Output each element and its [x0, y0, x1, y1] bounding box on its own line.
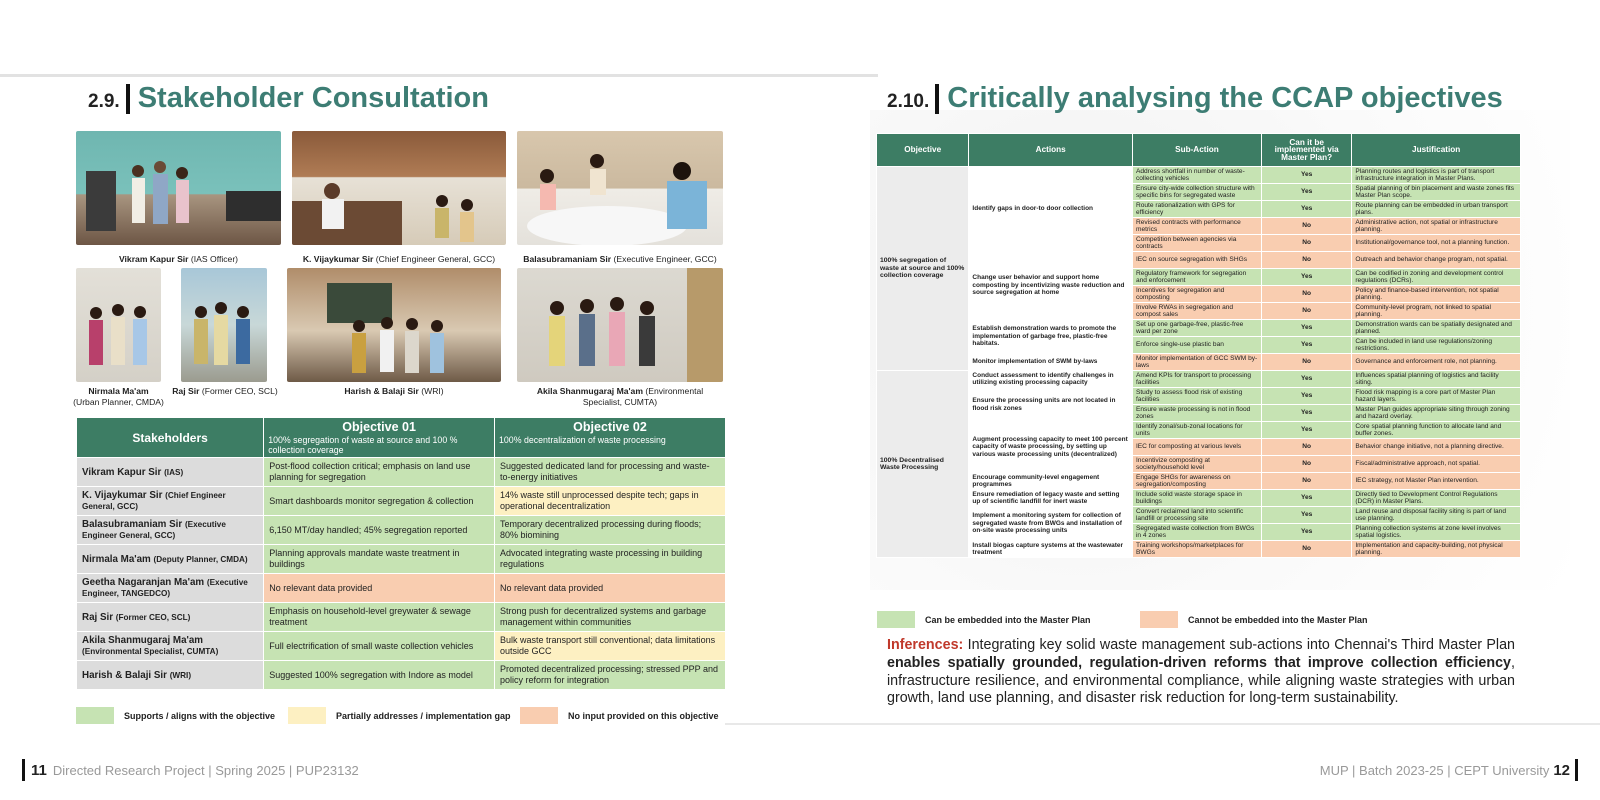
implementable-cell: Yes [1261, 490, 1351, 507]
action-cell: Install biogas capture systems at the wastewater treatment [969, 541, 1133, 558]
sub-action-cell: Ensure city-wide collection structure with specific bins for segregated waste [1132, 184, 1261, 201]
justification-cell: Land reuse and disposal facility siting is part of land use planning. [1352, 507, 1521, 524]
justification-cell: Policy and finance-based intervention, not spatial planning. [1352, 286, 1521, 303]
sub-action-cell: Ensure waste processing is not in flood zones [1132, 405, 1261, 422]
inferences-text: Integrating key solid waste management sub-actions into Chennai's Third Master Plan [963, 637, 1515, 653]
stakeholder-name: Raj Sir (Former CEO, SCL) [77, 603, 264, 632]
sub-action-cell: Set up one garbage-free, plastic-free ward per zone [1132, 320, 1261, 337]
section-title: Critically analysing the CCAP objectives [947, 82, 1503, 114]
legend-swatch [288, 707, 326, 724]
section-number: 2.10. [887, 91, 930, 112]
heading-bar [935, 84, 939, 114]
table-row [877, 490, 1521, 507]
photo-scene [287, 268, 501, 382]
implementable-cell: Yes [1261, 371, 1351, 388]
sub-action-cell: Route rationalization with GPS for efficiency [1132, 201, 1261, 218]
action-cell: Conduct assessment to identify challenges in utilizing existing processing capacity [969, 371, 1133, 388]
objective-01-cell: Planning approvals mandate waste treatment in buildings [264, 545, 495, 574]
table-row [77, 632, 726, 661]
implementable-cell: No [1261, 473, 1351, 490]
header-stakeholders: Stakeholders [77, 418, 264, 458]
implementable-cell: Yes [1261, 422, 1351, 439]
justification-cell: Administrative action, not spatial or infrastructure planning. [1352, 218, 1521, 235]
sub-action-cell: IEC on source segregation with SHGs [1132, 252, 1261, 269]
header-sub-action: Sub-Action [1132, 134, 1261, 167]
photo-scene [517, 268, 723, 382]
inferences-text-end: , infrastructure resilience, and environmental compliance, while aligning waste strategies with urban growth, land use planning, and disaster risk reduction for long-term sustainability. [887, 654, 1515, 707]
caption-vikram: Vikram Kapur Sir (IAS Officer) [118, 254, 239, 264]
justification-cell: Can be codified in zoning and development control regulations (DCRs). [1352, 269, 1521, 286]
sub-action-cell: Segregated waste collection from BWGs in 4 zones [1132, 524, 1261, 541]
sub-action-cell: Study to assess flood risk of existing facilities [1132, 388, 1261, 405]
ccap-table [876, 133, 1521, 558]
photo-balasubramaniam [517, 131, 723, 245]
implementable-cell: Yes [1261, 167, 1351, 184]
inferences-paragraph [887, 637, 1515, 708]
implementable-cell: No [1261, 235, 1351, 252]
table-row [77, 574, 726, 603]
table-row [877, 252, 1521, 269]
header-objective: Objective [877, 134, 969, 167]
justification-cell: Implementation and capacity-building, not physical planning. [1352, 541, 1521, 558]
photo-scene [292, 131, 506, 245]
justification-cell: Route planning can be embedded in urban transport plans. [1352, 201, 1521, 218]
sub-action-cell: Enforce single-use plastic ban [1132, 337, 1261, 354]
sub-action-cell: Identify zonal/sub-zonal locations for units [1132, 422, 1261, 439]
sub-action-cell: Monitor implementation of GCC SWM by-laws [1132, 354, 1261, 371]
footer-text: MUP | Batch 2023-25 | CEPT University [1319, 762, 1550, 778]
photo-vikram-kapur [76, 131, 281, 245]
implementable-cell: Yes [1261, 524, 1351, 541]
photo-scene [181, 268, 267, 382]
objective-01-cell: Post-flood collection critical; emphasis on land use planning for segregation [264, 458, 495, 487]
action-cell: Implement a monitoring system for collection of segregated waste from BWGs and installation of on-site waste processing units [969, 507, 1133, 541]
heading-bar [126, 84, 130, 114]
objective-01-cell: No relevant data provided [264, 574, 495, 603]
stakeholder-name: Harish & Balaji Sir (WRI) [77, 661, 264, 690]
objective-01-cell: Emphasis on household-level greywater & sewage treatment [264, 603, 495, 632]
action-cell: Ensure the processing units are not located in flood risk zones [969, 388, 1133, 422]
implementable-cell: No [1261, 286, 1351, 303]
caption-raj: Raj Sir (Former CEO, SCL) [172, 386, 278, 396]
photo-akila [517, 268, 723, 382]
stakeholder-name: Geetha Nagaranjan Ma'am (Executive Engineer, TANGEDCO) [77, 574, 264, 603]
justification-cell: Can be included in land use regulations/zoning restrictions. [1352, 337, 1521, 354]
action-cell: Establish demonstration wards to promote the implementation of garbage free, plastic-free habitats. [969, 320, 1133, 354]
header-actions: Actions [969, 134, 1133, 167]
section-title: Stakeholder Consultation [137, 82, 489, 114]
header-objective-01: Objective 01 100% segregation of waste at source and 100 % collection coverage [264, 418, 495, 458]
objective-cell: 100% segregation of waste at source and 100% collection coverage [877, 167, 969, 371]
objective-01-cell: 6,150 MT/day handled; 45% segregation reported [264, 516, 495, 545]
justification-cell: Influences spatial planning of logistics and facility siting. [1352, 371, 1521, 388]
justification-cell: Governance and enforcement role, not planning. [1352, 354, 1521, 371]
action-cell: Ensure remediation of legacy waste and setting up of scientific landfill for inert waste [969, 490, 1133, 507]
photo-scene [76, 268, 161, 382]
implementable-cell: No [1261, 252, 1351, 269]
table-row [877, 541, 1521, 558]
justification-cell: Directly tied to Development Control Regulations (DCR) in Master Plans. [1352, 490, 1521, 507]
caption-balasubramaniam: Balasubramaniam Sir (Executive Engineer, GCC) [523, 254, 717, 264]
table-row [77, 603, 726, 632]
action-cell: Identify gaps in door-to door collection [969, 167, 1133, 252]
implementable-cell: No [1261, 218, 1351, 235]
legend-supports: Supports / aligns with the objective [76, 707, 275, 724]
header-justification: Justification [1352, 134, 1521, 167]
objective-01-cell: Suggested 100% segregation with Indore as model [264, 661, 495, 690]
table-row [877, 388, 1521, 405]
stakeholder-name: Vikram Kapur Sir (IAS) [77, 458, 264, 487]
objective-02-cell: Bulk waste transport still conventional; data limitations outside GCC [495, 632, 726, 661]
table-row [877, 473, 1521, 490]
table-header-row [77, 418, 726, 458]
photo-harish-balaji [287, 268, 501, 382]
justification-cell: IEC strategy, not Master Plan intervention. [1352, 473, 1521, 490]
objective-02-cell: Suggested dedicated land for processing and waste-to-energy initiatives [495, 458, 726, 487]
sub-action-cell: Convert reclaimed land into scientific landfill or processing site [1132, 507, 1261, 524]
sub-action-cell: Regulatory framework for segregation and enforcement [1132, 269, 1261, 286]
sub-action-cell: Engage SHGs for awareness on segregation/composting [1132, 473, 1261, 490]
objective-02-cell: Advocated integrating waste processing in building regulations [495, 545, 726, 574]
implementable-cell: Yes [1261, 388, 1351, 405]
footer-bar [1575, 759, 1578, 781]
justification-cell: Community-level program, not linked to spatial planning. [1352, 303, 1521, 320]
table-row [877, 320, 1521, 337]
stakeholder-table [76, 417, 726, 690]
photo-vijaykumar [292, 131, 506, 245]
justification-cell: Demonstration wards can be spatially designated and planned. [1352, 320, 1521, 337]
table-row [877, 167, 1521, 184]
photo-scene [76, 131, 281, 245]
photo-nirmala [76, 268, 161, 382]
section-number: 2.9. [88, 91, 120, 112]
legend-can-embed: Can be embedded into the Master Plan [877, 611, 1091, 628]
objective-cell: 100% Decentralised Waste Processing [877, 371, 969, 558]
legend-swatch [520, 707, 558, 724]
implementable-cell: No [1261, 303, 1351, 320]
page-number: 11 [31, 761, 47, 779]
sub-action-cell: Involve RWAs in segregation and compost sales [1132, 303, 1261, 320]
section-heading-left [88, 82, 489, 115]
sub-action-cell: Address shortfall in number of waste-collecting vehicles [1132, 167, 1261, 184]
justification-cell: Core spatial planning function to allocate land and buffer zones. [1352, 422, 1521, 439]
objective-02-cell: Temporary decentralized processing during floods; 80% biomining [495, 516, 726, 545]
sub-action-cell: Include solid waste storage space in buildings [1132, 490, 1261, 507]
legend-swatch [877, 611, 915, 628]
table-header-row [877, 134, 1521, 167]
objective-02-cell: 14% waste still unprocessed despite tech; gaps in operational decentralization [495, 487, 726, 516]
legend-swatch [1140, 611, 1178, 628]
bottom-divider [725, 723, 1600, 725]
table-row [77, 458, 726, 487]
caption-vijaykumar: K. Vijaykumar Sir (Chief Engineer General, GCC) [302, 254, 496, 264]
footer-text: Directed Research Project | Spring 2025 | PUP23132 [52, 762, 359, 778]
sub-action-cell: Incentivize composting at society/household level [1132, 456, 1261, 473]
sub-action-cell: Revised contracts with performance metrics [1132, 218, 1261, 235]
sub-action-cell: IEC for composting at various levels [1132, 439, 1261, 456]
implementable-cell: No [1261, 354, 1351, 371]
caption-harish-balaji: Harish & Balaji Sir (WRI) [344, 386, 444, 396]
implementable-cell: Yes [1261, 405, 1351, 422]
photo-raj [181, 268, 267, 382]
implementable-cell: No [1261, 439, 1351, 456]
action-cell: Augment processing capacity to meet 100 percent capacity of waste processing, by setting up various waste processing units (decentralized) [969, 422, 1133, 473]
stakeholder-name: K. Vijaykumar Sir (Chief Engineer General, GCC) [77, 487, 264, 516]
footer-right [1320, 759, 1578, 781]
legend-swatch [76, 707, 114, 724]
justification-cell: Planning collection systems at zone level involves spatial logistics. [1352, 524, 1521, 541]
sub-action-cell: Competition between agencies via contracts [1132, 235, 1261, 252]
sub-action-cell: Incentives for segregation and composting [1132, 286, 1261, 303]
objective-02-cell: Promoted decentralized processing; stressed PPP and policy reform for integration [495, 661, 726, 690]
implementable-cell: Yes [1261, 337, 1351, 354]
objective-01-cell: Full electrification of small waste collection vehicles [264, 632, 495, 661]
justification-cell: Planning routes and logistics is part of transport infrastructure integration in Master Plans. [1352, 167, 1521, 184]
legend-no-input: No input provided on this objective [520, 707, 719, 724]
action-cell: Monitor implementation of SWM by-laws [969, 354, 1133, 371]
legend-cannot-embed: Cannot be embedded into the Master Plan [1140, 611, 1368, 628]
legend-partial: Partially addresses / implementation gap [288, 707, 511, 724]
stakeholder-name: Balasubramaniam Sir (Executive Engineer General, GCC) [77, 516, 264, 545]
table-row [877, 507, 1521, 524]
header-can-implement: Can it be implemented via Master Plan? [1261, 134, 1351, 167]
objective-02-cell: No relevant data provided [495, 574, 726, 603]
inferences-label: Inferences: [887, 637, 964, 653]
implementable-cell: Yes [1261, 184, 1351, 201]
footer-bar [22, 759, 25, 781]
objective-02-cell: Strong push for decentralized systems and garbage management within communities [495, 603, 726, 632]
table-row [877, 371, 1521, 388]
implementable-cell: Yes [1261, 320, 1351, 337]
implementable-cell: Yes [1261, 269, 1351, 286]
table-row [877, 422, 1521, 439]
action-cell: Encourage community-level engagement programmes [969, 473, 1133, 490]
table-row [877, 354, 1521, 371]
header-objective-02: Objective 02 100% decentralization of waste processing [495, 418, 726, 458]
table-row [77, 545, 726, 574]
implementable-cell: No [1261, 541, 1351, 558]
caption-nirmala: Nirmala Ma'am (Urban Planner, CMDA) [73, 386, 164, 407]
page-number: 12 [1553, 761, 1570, 779]
footer-left [22, 759, 359, 781]
top-divider [0, 74, 878, 77]
implementable-cell: No [1261, 456, 1351, 473]
table-row [77, 487, 726, 516]
inferences-bold: enables spatially grounded, regulation-driven reforms that improve collection efficiency [887, 654, 1512, 671]
justification-cell: Master Plan guides appropriate siting through zoning and hazard overlay. [1352, 405, 1521, 422]
justification-cell: Institutional/governance tool, not a planning function. [1352, 235, 1521, 252]
caption-akila: Akila Shanmugaraj Ma'am (Environmental Specialist, CUMTA) [536, 386, 704, 407]
action-cell: Change user behavior and support home composting by incentivizing waste reduction and source segregation at home [969, 252, 1133, 320]
justification-cell: Flood risk mapping is a core part of Master Plan hazard layers. [1352, 388, 1521, 405]
implementable-cell: Yes [1261, 201, 1351, 218]
section-heading-right [887, 82, 1503, 115]
photo-scene [517, 131, 723, 245]
justification-cell: Fiscal/administrative approach, not spatial. [1352, 456, 1521, 473]
justification-cell: Behavior change initiative, not a planning directive. [1352, 439, 1521, 456]
sub-action-cell: Training workshops/marketplaces for BWGs [1132, 541, 1261, 558]
stakeholder-name: Nirmala Ma'am (Deputy Planner, CMDA) [77, 545, 264, 574]
justification-cell: Spatial planning of bin placement and waste zones fits Master Plan scope. [1352, 184, 1521, 201]
stakeholder-name: Akila Shanmugaraj Ma'am (Environmental Specialist, CUMTA) [77, 632, 264, 661]
table-row [77, 661, 726, 690]
table-row [77, 516, 726, 545]
implementable-cell: Yes [1261, 507, 1351, 524]
sub-action-cell: Amend KPIs for transport to processing facilities [1132, 371, 1261, 388]
objective-01-cell: Smart dashboards monitor segregation & collection [264, 487, 495, 516]
justification-cell: Outreach and behavior change program, not spatial. [1352, 252, 1521, 269]
